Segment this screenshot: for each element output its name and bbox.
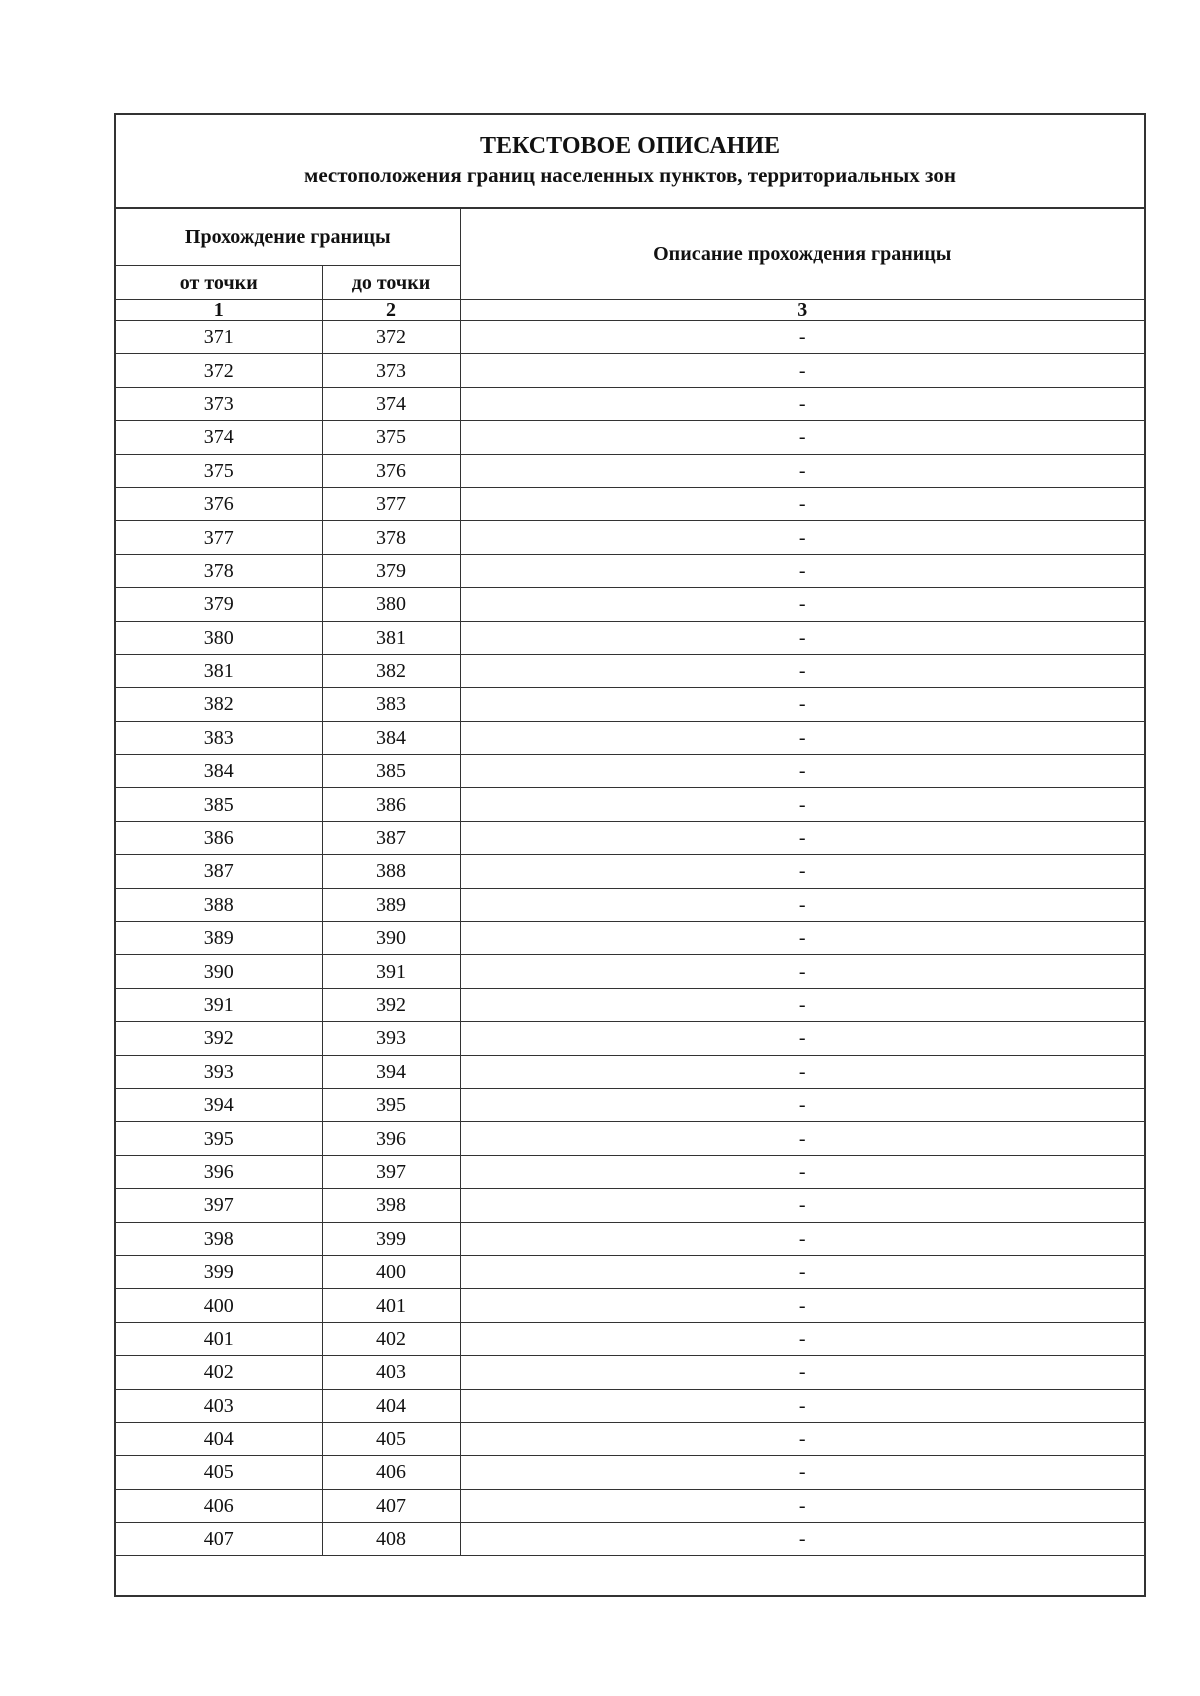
table-row bbox=[116, 1489, 1144, 1522]
from-point-cell: 404 bbox=[116, 1422, 322, 1455]
description-cell: - bbox=[460, 721, 1144, 754]
to-point-cell: 386 bbox=[322, 788, 460, 821]
to-point-cell: 392 bbox=[322, 988, 460, 1021]
table-row bbox=[116, 1422, 1144, 1455]
to-point-cell: 380 bbox=[322, 588, 460, 621]
description-cell: - bbox=[460, 1189, 1144, 1222]
from-point-cell: 372 bbox=[116, 354, 322, 387]
to-point-header: до точки bbox=[322, 266, 460, 300]
to-point-cell: 379 bbox=[322, 554, 460, 587]
column-number-1: 1 bbox=[116, 300, 322, 321]
table-row bbox=[116, 421, 1144, 454]
to-point-cell: 396 bbox=[322, 1122, 460, 1155]
from-point-header: от точки bbox=[116, 266, 322, 300]
description-cell: - bbox=[460, 588, 1144, 621]
table-row bbox=[116, 688, 1144, 721]
description-cell: - bbox=[460, 1155, 1144, 1188]
description-cell: - bbox=[460, 1055, 1144, 1088]
table-row bbox=[116, 487, 1144, 520]
from-point-cell: 376 bbox=[116, 487, 322, 520]
to-point-cell: 397 bbox=[322, 1155, 460, 1188]
to-point-cell: 375 bbox=[322, 421, 460, 454]
to-point-cell: 384 bbox=[322, 721, 460, 754]
table-row bbox=[116, 1356, 1144, 1389]
description-cell: - bbox=[460, 1456, 1144, 1489]
description-cell: - bbox=[460, 888, 1144, 921]
to-point-cell: 374 bbox=[322, 387, 460, 420]
to-point-cell: 391 bbox=[322, 955, 460, 988]
to-point-cell: 403 bbox=[322, 1356, 460, 1389]
from-point-cell: 407 bbox=[116, 1523, 322, 1556]
column-number-2: 2 bbox=[322, 300, 460, 321]
from-point-cell: 386 bbox=[116, 821, 322, 854]
from-point-cell: 371 bbox=[116, 321, 322, 354]
to-point-cell: 408 bbox=[322, 1523, 460, 1556]
table-row bbox=[116, 1022, 1144, 1055]
table-row bbox=[116, 1122, 1144, 1155]
description-cell: - bbox=[460, 788, 1144, 821]
from-point-cell: 395 bbox=[116, 1122, 322, 1155]
from-point-cell: 393 bbox=[116, 1055, 322, 1088]
description-header: Описание прохождения границы bbox=[460, 209, 1144, 300]
from-point-cell: 397 bbox=[116, 1189, 322, 1222]
from-point-cell: 383 bbox=[116, 721, 322, 754]
description-cell: - bbox=[460, 855, 1144, 888]
table-row bbox=[116, 354, 1144, 387]
to-point-cell: 383 bbox=[322, 688, 460, 721]
description-cell: - bbox=[460, 955, 1144, 988]
from-point-cell: 403 bbox=[116, 1389, 322, 1422]
description-cell: - bbox=[460, 421, 1144, 454]
to-point-cell: 385 bbox=[322, 755, 460, 788]
to-point-cell: 390 bbox=[322, 922, 460, 955]
description-cell: - bbox=[460, 354, 1144, 387]
table-row bbox=[116, 588, 1144, 621]
to-point-cell: 377 bbox=[322, 487, 460, 520]
table-row bbox=[116, 888, 1144, 921]
to-point-cell: 388 bbox=[322, 855, 460, 888]
description-cell: - bbox=[460, 1489, 1144, 1522]
to-point-cell: 373 bbox=[322, 354, 460, 387]
description-cell: - bbox=[460, 1222, 1144, 1255]
from-point-cell: 382 bbox=[116, 688, 322, 721]
description-cell: - bbox=[460, 454, 1144, 487]
document-title: ТЕКСТОВОЕ ОПИСАНИЕ bbox=[479, 133, 780, 159]
table-row bbox=[116, 1389, 1144, 1422]
from-point-cell: 375 bbox=[116, 454, 322, 487]
description-cell: - bbox=[460, 1322, 1144, 1355]
from-point-cell: 406 bbox=[116, 1489, 322, 1522]
to-point-cell: 406 bbox=[322, 1456, 460, 1489]
from-point-cell: 388 bbox=[116, 888, 322, 921]
to-point-cell: 401 bbox=[322, 1289, 460, 1322]
from-point-cell: 401 bbox=[116, 1322, 322, 1355]
table-row bbox=[116, 755, 1144, 788]
table-row bbox=[116, 1222, 1144, 1255]
from-point-cell: 400 bbox=[116, 1289, 322, 1322]
from-point-cell: 374 bbox=[116, 421, 322, 454]
to-point-cell: 402 bbox=[322, 1322, 460, 1355]
table-row bbox=[116, 654, 1144, 687]
from-point-cell: 377 bbox=[116, 521, 322, 554]
to-point-cell: 399 bbox=[322, 1222, 460, 1255]
to-point-cell: 381 bbox=[322, 621, 460, 654]
from-point-cell: 378 bbox=[116, 554, 322, 587]
from-point-cell: 390 bbox=[116, 955, 322, 988]
description-cell: - bbox=[460, 1289, 1144, 1322]
table-row bbox=[116, 1322, 1144, 1355]
description-cell: - bbox=[460, 487, 1144, 520]
to-point-cell: 376 bbox=[322, 454, 460, 487]
from-point-cell: 389 bbox=[116, 922, 322, 955]
table-row bbox=[116, 988, 1144, 1021]
to-point-cell: 393 bbox=[322, 1022, 460, 1055]
table-row bbox=[116, 1289, 1144, 1322]
to-point-cell: 387 bbox=[322, 821, 460, 854]
description-cell: - bbox=[460, 387, 1144, 420]
description-cell: - bbox=[460, 1356, 1144, 1389]
description-cell: - bbox=[460, 988, 1144, 1021]
to-point-cell: 405 bbox=[322, 1422, 460, 1455]
to-point-cell: 382 bbox=[322, 654, 460, 687]
table-row bbox=[116, 955, 1144, 988]
from-point-cell: 384 bbox=[116, 755, 322, 788]
from-point-cell: 373 bbox=[116, 387, 322, 420]
from-point-cell: 381 bbox=[116, 654, 322, 687]
to-point-cell: 394 bbox=[322, 1055, 460, 1088]
to-point-cell: 407 bbox=[322, 1489, 460, 1522]
description-cell: - bbox=[460, 755, 1144, 788]
to-point-cell: 395 bbox=[322, 1088, 460, 1121]
boundary-rows bbox=[116, 321, 1144, 1556]
table-row bbox=[116, 1055, 1144, 1088]
table-row bbox=[116, 922, 1144, 955]
description-cell: - bbox=[460, 821, 1144, 854]
column-number-3: 3 bbox=[460, 300, 1144, 321]
table-row bbox=[116, 621, 1144, 654]
description-cell: - bbox=[460, 321, 1144, 354]
table-row bbox=[116, 554, 1144, 587]
boundary-passage-header: Прохождение границы bbox=[116, 209, 460, 266]
description-cell: - bbox=[460, 1422, 1144, 1455]
from-point-cell: 399 bbox=[116, 1255, 322, 1288]
table-row bbox=[116, 387, 1144, 420]
title-block bbox=[116, 115, 1144, 209]
from-point-cell: 402 bbox=[116, 1356, 322, 1389]
description-cell: - bbox=[460, 1122, 1144, 1155]
to-point-cell: 398 bbox=[322, 1189, 460, 1222]
boundary-table bbox=[116, 209, 1144, 1556]
table-row bbox=[116, 821, 1144, 854]
description-cell: - bbox=[460, 1389, 1144, 1422]
from-point-cell: 394 bbox=[116, 1088, 322, 1121]
description-cell: - bbox=[460, 521, 1144, 554]
description-cell: - bbox=[460, 1255, 1144, 1288]
to-point-cell: 372 bbox=[322, 321, 460, 354]
to-point-cell: 378 bbox=[322, 521, 460, 554]
from-point-cell: 379 bbox=[116, 588, 322, 621]
table-row bbox=[116, 1456, 1144, 1489]
table-row bbox=[116, 721, 1144, 754]
description-cell: - bbox=[460, 688, 1144, 721]
document-sheet bbox=[114, 113, 1146, 1597]
table-row bbox=[116, 855, 1144, 888]
table-row bbox=[116, 1088, 1144, 1121]
description-cell: - bbox=[460, 1523, 1144, 1556]
from-point-cell: 405 bbox=[116, 1456, 322, 1489]
table-row bbox=[116, 1189, 1144, 1222]
from-point-cell: 392 bbox=[116, 1022, 322, 1055]
from-point-cell: 398 bbox=[116, 1222, 322, 1255]
from-point-cell: 387 bbox=[116, 855, 322, 888]
table-row bbox=[116, 1523, 1144, 1556]
description-cell: - bbox=[460, 1088, 1144, 1121]
description-cell: - bbox=[460, 1022, 1144, 1055]
description-cell: - bbox=[460, 654, 1144, 687]
table-row bbox=[116, 454, 1144, 487]
table-row bbox=[116, 788, 1144, 821]
document-subtitle: местоположения границ населенных пунктов, территориальных зон bbox=[304, 163, 956, 187]
from-point-cell: 391 bbox=[116, 988, 322, 1021]
from-point-cell: 385 bbox=[116, 788, 322, 821]
description-cell: - bbox=[460, 554, 1144, 587]
to-point-cell: 389 bbox=[322, 888, 460, 921]
description-cell: - bbox=[460, 922, 1144, 955]
table-row bbox=[116, 321, 1144, 354]
table-row bbox=[116, 521, 1144, 554]
description-cell: - bbox=[460, 621, 1144, 654]
table-row bbox=[116, 1255, 1144, 1288]
to-point-cell: 404 bbox=[322, 1389, 460, 1422]
table-row bbox=[116, 1155, 1144, 1188]
from-point-cell: 380 bbox=[116, 621, 322, 654]
to-point-cell: 400 bbox=[322, 1255, 460, 1288]
from-point-cell: 396 bbox=[116, 1155, 322, 1188]
